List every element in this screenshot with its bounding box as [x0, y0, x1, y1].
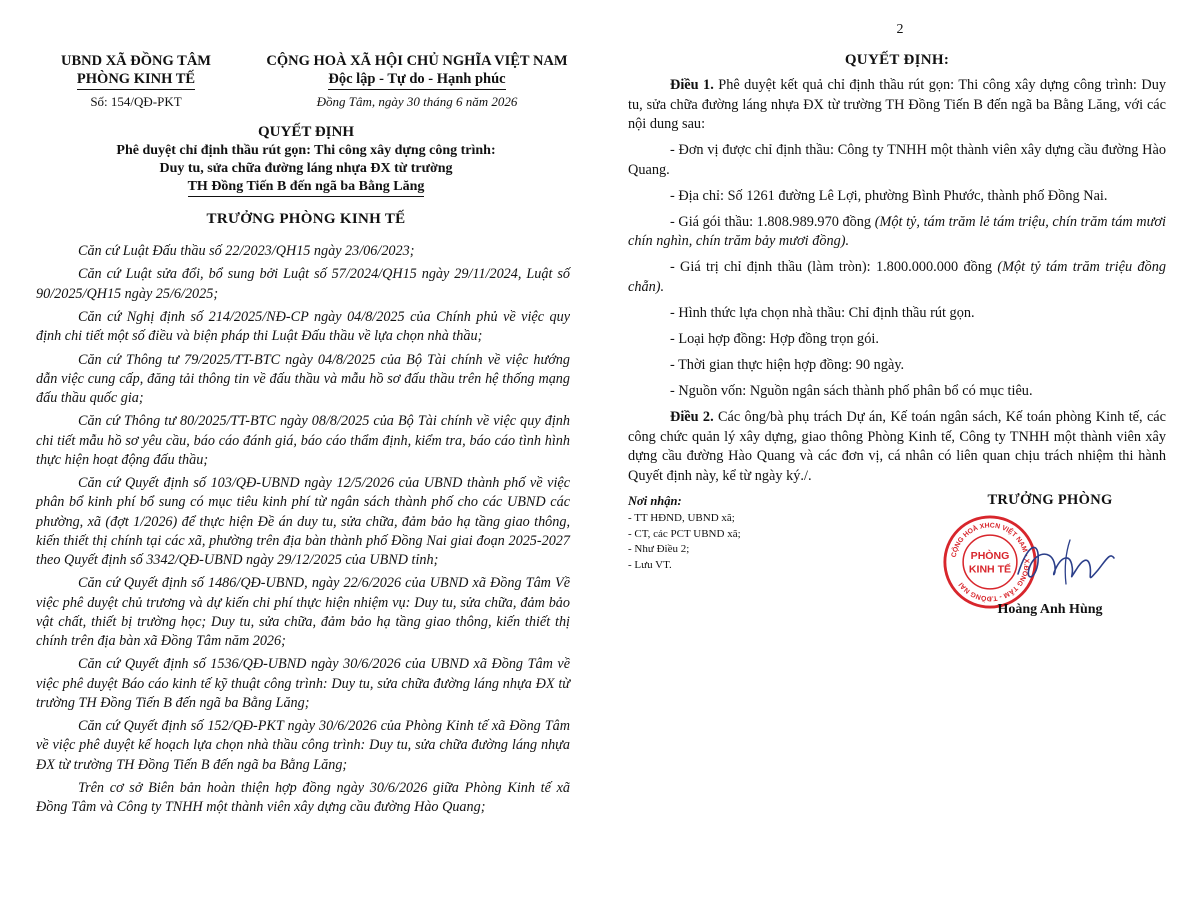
- legal-basis-item: Căn cứ Nghị định số 214/2025/NĐ-CP ngày 04/8/2025 của Chính phủ về việc quy định chi tiết một số điều và biện pháp thi Luật Đấu thầu về lựa chọn nhà thầu;: [36, 308, 570, 345]
- right-page: [600, 0, 1200, 900]
- item-address: - Địa chỉ: Số 1261 đường Lê Lợi, phường Bình Phước, thành phố Đồng Nai.: [670, 187, 1108, 204]
- recipient-item: - CT, các PCT UBND xã;: [628, 527, 741, 540]
- package-price-value: - Giá gói thầu: 1.808.989.970 đồng: [670, 213, 875, 230]
- handwritten-signature: [1010, 532, 1130, 592]
- decision-body: [628, 76, 1166, 493]
- page-number: 2: [896, 22, 904, 37]
- signature-block: [930, 492, 1170, 617]
- nation-line-2: Độc lập - Tự do - Hạnh phúc: [328, 70, 505, 90]
- seal-center-line-1: PHÒNG: [970, 550, 1010, 563]
- org-line-2: PHÒNG KINH TẾ: [77, 70, 195, 90]
- item-package-price: [628, 213, 1166, 252]
- package-price-words: (Một tỷ, tám trăm lẻ tám triệu, chín trăm tám mươi chín nghìn, chín trăm bảy mươi đồng).: [628, 213, 1166, 250]
- decision-subject-line-3: TH Đồng Tiến B đến ngã ba Bằng Lăng: [188, 178, 425, 197]
- seal-center-line-2: KINH TẾ: [968, 563, 1012, 576]
- legal-basis-item: Trên cơ sở Biên bản hoàn thiện hợp đồng ngày 30/6/2026 giữa Phòng Kinh tế xã Đồng Tâm và Công ty TNHH một thành viên xây dựng cầu đường Hào Quang;: [36, 779, 570, 816]
- recipient-item: - Như Điều 2;: [628, 543, 690, 555]
- recipient-item: - TT HĐND, UBND xã;: [628, 512, 735, 524]
- recipients-block: [628, 494, 888, 573]
- national-motto: [258, 52, 576, 90]
- nation-line-1: CỘNG HOÀ XÃ HỘI CHỦ NGHĨA VIỆT NAM: [266, 53, 568, 69]
- document-number: Số: 154/QĐ-PKT: [90, 94, 182, 109]
- legal-basis-item: Căn cứ Thông tư 79/2025/TT-BTC ngày 04/8/2025 của Bộ Tài chính về việc hướng dẫn việc cung cấp, đăng tải thông tin về đấu thầu và mẫu hồ sơ đấu thầu trên hệ thống mạng đấu thầu quốc gia;: [36, 351, 570, 406]
- signer-name: Hoàng Anh Hùng: [997, 602, 1103, 617]
- article-2-label: Điều 2.: [670, 409, 714, 426]
- legal-basis-item: Căn cứ Quyết định số 103/QĐ-UBND ngày 12/5/2026 của UBND thành phố về việc phân bổ kinh phí bổ sung có mục tiêu kinh phí từ ngân sách thành phố cho các UBND các phường, xã (đợt 1/2026) để thực hiện Đề án duy tu, sửa chữa, đảm bảo hạ tầng giao thông, kiến thiết thị chính tại các xã, phường trên địa bàn thành phố Đồng Nai giai đoạn 2025-2027 theo Quyết định số 3342/QĐ-UBND ngày 29/12/2025 của UBND tỉnh;: [36, 475, 570, 568]
- legal-basis-item: Căn cứ Luật Đấu thầu số 22/2023/QH15 ngày 23/06/2023;: [78, 243, 415, 259]
- decision-subject-line-2: Duy tu, sửa chữa đường láng nhựa ĐX từ trường: [159, 161, 453, 176]
- legal-basis-item: Căn cứ Thông tư 80/2025/TT-BTC ngày 08/8/2025 của Bộ Tài chính về việc quy định chi tiết mẫu hồ sơ yêu cầu, báo cáo đánh giá, báo cáo thẩm định, kiểm tra, báo cáo tình hình thực hiện hoạt động đấu thầu;: [36, 413, 570, 468]
- decision-section-heading: QUYẾT ĐỊNH:: [844, 52, 950, 68]
- issuing-authority: TRƯỞNG PHÒNG KINH TẾ: [206, 211, 406, 227]
- article-2-text: Các ông/bà phụ trách Dự án, Kế toán ngân sách, Kế toán phòng Kinh tế, các công chức quản lý xây dựng, giao thông Phòng Kinh tế, Công ty TNHH một thành viên xây dựng cầu đường Hào Quang và các đơn vị, cá nhân có liên quan chịu trách nhiệm thi hành Quyết định này, kể từ ngày ký./.: [628, 409, 1166, 484]
- item-award-value: [628, 258, 1166, 297]
- item-contract-type: - Loại hợp đồng: Hợp đồng trọn gói.: [670, 331, 879, 348]
- recipients-title: Nơi nhận:: [628, 494, 682, 508]
- article-1-label: Điều 1.: [670, 77, 714, 93]
- item-duration: - Thời gian thực hiện hợp đồng: 90 ngày.: [670, 357, 905, 374]
- item-selection-method: - Hình thức lựa chọn nhà thầu: Chỉ định thầu rút gọn.: [670, 304, 975, 321]
- article-2: [628, 408, 1166, 486]
- legal-basis-item: Căn cứ Quyết định số 152/QĐ-PKT ngày 30/6/2026 của Phòng Kinh tế xã Đồng Tâm về việc phê duyệt kế hoạch lựa chọn nhà thầu công trình: Duy tu, sửa chữa đường láng nhựa ĐX từ trường TH Đồng Tiến B đến ngã ba Bằng Lăng;: [36, 718, 570, 773]
- decision-title: [36, 122, 576, 197]
- legal-basis-item: Căn cứ Quyết định số 1536/QĐ-UBND ngày 30/6/2026 của UBND xã Đồng Tâm về việc phê duyệt Báo cáo kinh tế kỹ thuật công trình: Duy tu, sửa chữa đường láng nhựa ĐX từ trường TH Đồng Tiến B đến ngã ba Bằng Lăng;: [36, 656, 570, 711]
- legal-basis-item: Căn cứ Luật sửa đổi, bổ sung bởi Luật số 57/2024/QH15 ngày 29/11/2024, Luật số 90/2025/QH15 ngày 25/6/2025;: [36, 266, 570, 302]
- seal-ring-text: CỘNG HOÀ XHCN VIỆT NAM • X.ĐỒNG TÂM - T.ĐỒNG NAI: [950, 522, 1030, 602]
- org-line-1: UBND XÃ ĐỒNG TÂM: [61, 53, 211, 69]
- document-header: [36, 52, 576, 112]
- article-1: [628, 76, 1166, 135]
- article-1-text: Phê duyệt kết quả chỉ định thầu rút gọn: Thi công xây dựng công trình: Duy tu, sửa chữa đường láng nhựa ĐX từ trường TH Đồng Tiến B đến ngã ba Bằng Lăng, với các nội dung sau:: [628, 77, 1166, 132]
- issuing-organization: [36, 52, 236, 90]
- signer-title: TRƯỞNG PHÒNG: [987, 492, 1113, 508]
- place-date: Đồng Tâm, ngày 30 tháng 6 năm 2026: [316, 94, 518, 109]
- award-value: - Giá trị chỉ định thầu (làm tròn): 1.800.000.000 đồng: [670, 259, 998, 276]
- legal-basis-item: Căn cứ Quyết định số 1486/QĐ-UBND, ngày 22/6/2026 của UBND xã Đồng Tâm Về việc phê duyệt chủ trương và dự kiến chi phí thực hiện nhiệm vụ: Duy tu, sửa chữa, đảm bảo vật chất, thiết bị trường học; Duy tu, sửa chữa, đảm bảo hạ tầng giao thông, kiến thiết thị chính trên địa bàn xã Đồng Tâm năm 2026;: [36, 575, 570, 649]
- award-value-words: (Một tỷ tám trăm triệu đồng chẵn).: [628, 259, 1166, 295]
- recipient-item: - Lưu VT.: [628, 558, 672, 571]
- decision-heading: QUYẾT ĐỊNH: [258, 124, 354, 140]
- item-contractor: - Đơn vị được chỉ định thầu: Công ty TNHH một thành viên xây dựng cầu đường Hào Quang.: [628, 142, 1166, 178]
- decision-subject-line-1: Phê duyệt chỉ định thầu rút gọn: Thi công xây dựng công trình:: [116, 143, 496, 158]
- legal-basis-list: [36, 242, 570, 822]
- item-funding: - Nguồn vốn: Nguồn ngân sách thành phố phân bổ có mục tiêu.: [670, 383, 1033, 400]
